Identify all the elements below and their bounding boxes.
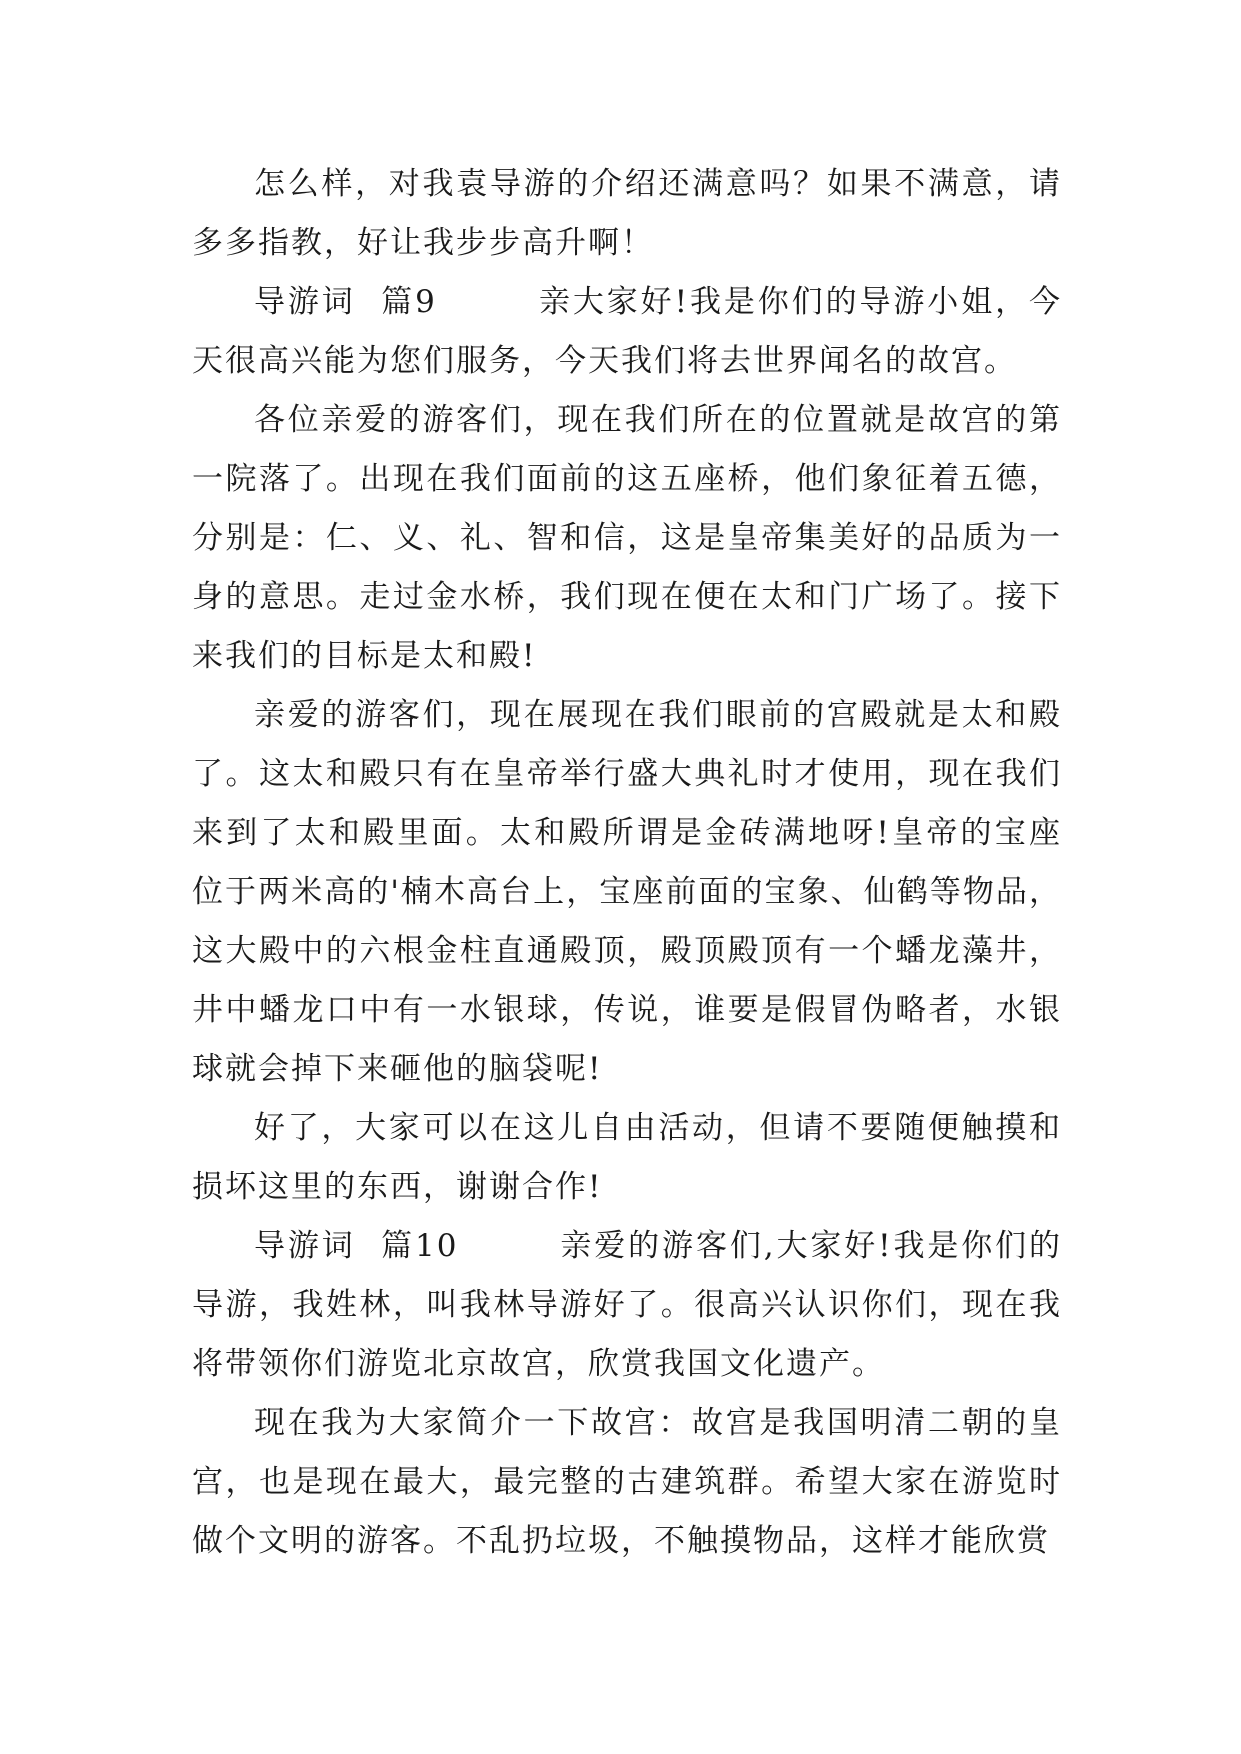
paragraph-taihe-hall: 亲爱的游客们，现在展现在我们眼前的宫殿就是太和殿了。这太和殿只有在皇帝举行盛大典礼时才使用，现在我们来到了太和殿里面。太和殿所谓是金砖满地呀!皇帝的宝座位于两米高的'楠木高台上，宝座前面的宝象、仙鹤等物品，这大殿中的六根金柱直通殿顶，殿顶殿顶有一个蟠龙藻井，井中蟠龙口中有一水银球，传说，谁要是假冒伪略者，水银球就会掉下来砸他的脑袋呢! [192, 697, 1062, 1087]
paragraph-palace-overview: 现在我为大家简介一下故宫：故宫是我国明清二朝的皇宫，也是现在最大，最完整的古建筑群。希望大家在游览时做个文明的游客。不乱扔垃圾，不触摸物品，这样才能欣赏 [192, 1405, 1062, 1559]
paragraph-first-courtyard: 各位亲爱的游客们，现在我们所在的位置就是故宫的第一院落了。出现在我们面前的这五座桥，他们象征着五德，分别是：仁、义、礼、智和信，这是皇帝集美好的品质为一身的意思。走过金水桥，我们现在便在太和门广场了。接下来我们的目标是太和殿! [192, 402, 1062, 674]
paragraph-closing-question: 怎么样，对我袁导游的介绍还满意吗？如果不满意，请多多指教，好让我步步高升啊！ [192, 166, 1062, 261]
paragraph-section-9-intro: 导游词 篇9 亲大家好!我是你们的导游小姐，今天很高兴能为您们服务，今天我们将去世界闻名的故宫。 [192, 284, 1062, 379]
paragraph-section-10-intro: 导游词 篇10 亲爱的游客们,大家好!我是你们的导游，我姓林，叫我林导游好了。很高兴认识你们，现在我将带领你们游览北京故宫，欣赏我国文化遗产。 [192, 1228, 1062, 1382]
document-page [192, 155, 1062, 1571]
paragraph-free-activity: 好了，大家可以在这儿自由活动，但请不要随便触摸和损坏这里的东西，谢谢合作! [192, 1110, 1062, 1205]
